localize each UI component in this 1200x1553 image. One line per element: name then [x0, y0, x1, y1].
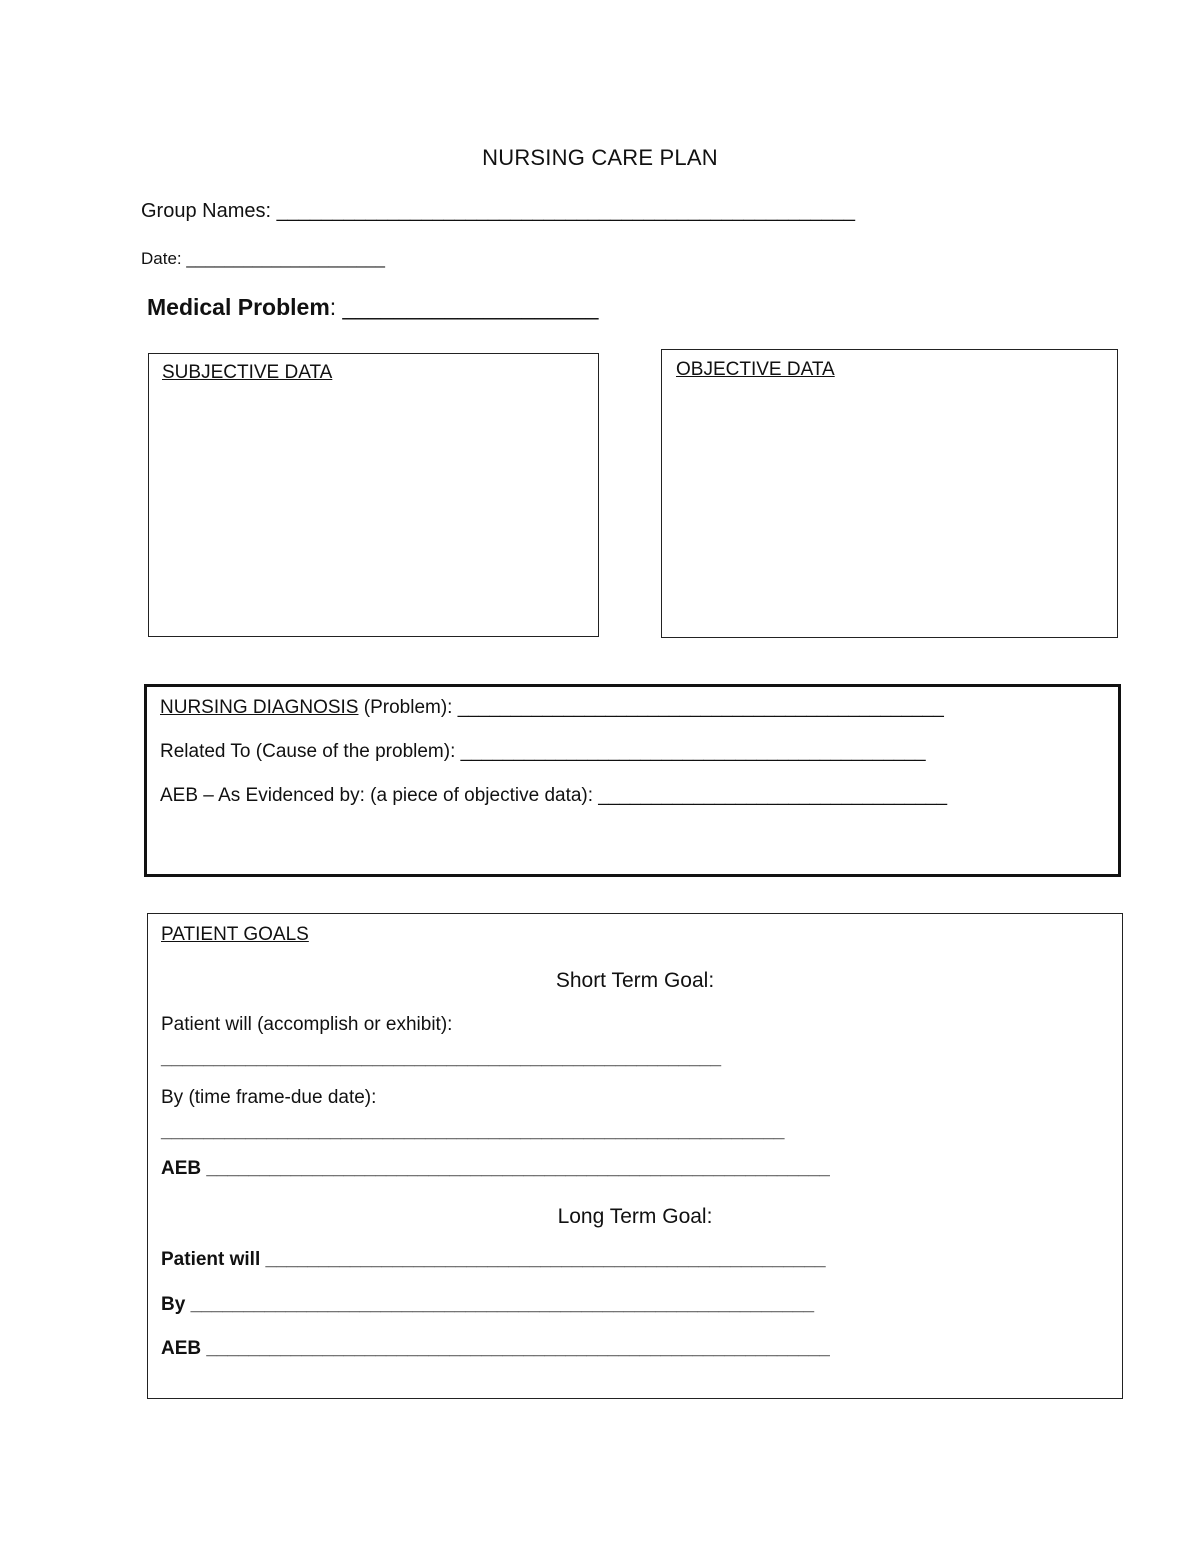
group-names-field[interactable]: Group Names: ____________________________________________________ — [141, 200, 856, 222]
aeb-row[interactable]: AEB – As Evidenced by: (a piece of objective data): _________________________________ — [160, 785, 948, 806]
medical-problem-blank: : ____________________ — [329, 294, 599, 320]
subjective-data-heading: SUBJECTIVE DATA — [162, 362, 333, 383]
date-field[interactable]: Date: _____________________ — [141, 249, 385, 268]
subjective-data-box[interactable] — [148, 353, 599, 637]
patient-will-blank[interactable]: _____________________________________________________ — [161, 1048, 722, 1069]
short-term-goal-title: Short Term Goal: — [555, 969, 715, 992]
page-title: NURSING CARE PLAN — [482, 145, 718, 170]
related-to-row[interactable]: Related To (Cause of the problem): ____________________________________________ — [160, 741, 926, 762]
nursing-diagnosis-heading: NURSING DIAGNOSIS — [160, 697, 359, 718]
patient-will-long-field[interactable]: Patient will _____________________________________________________ — [161, 1249, 826, 1270]
long-term-goal-title: Long Term Goal: — [557, 1205, 713, 1228]
by-label: By (time frame-due date): — [161, 1087, 377, 1108]
objective-data-heading: OBJECTIVE DATA — [676, 359, 835, 380]
patient-goals-box — [147, 913, 1123, 1399]
medical-problem-field[interactable] — [147, 294, 598, 321]
objective-data-box[interactable] — [661, 349, 1118, 638]
aeb-short-term-field[interactable]: AEB ___________________________________________________________ — [161, 1158, 830, 1179]
by-long-field[interactable]: By ___________________________________________________________ — [161, 1294, 815, 1315]
by-blank[interactable]: ___________________________________________________________ — [161, 1121, 785, 1142]
nursing-diagnosis-box — [144, 684, 1121, 877]
diagnosis-problem-row[interactable] — [160, 697, 944, 719]
medical-problem-label: Medical Problem — [147, 294, 330, 320]
patient-goals-heading: PATIENT GOALS — [161, 924, 309, 945]
patient-will-label: Patient will (accomplish or exhibit): — [161, 1014, 453, 1035]
aeb-long-term-field[interactable]: AEB ___________________________________________________________ — [161, 1338, 830, 1359]
diagnosis-problem-blank: (Problem): ______________________________________________ — [358, 697, 944, 718]
